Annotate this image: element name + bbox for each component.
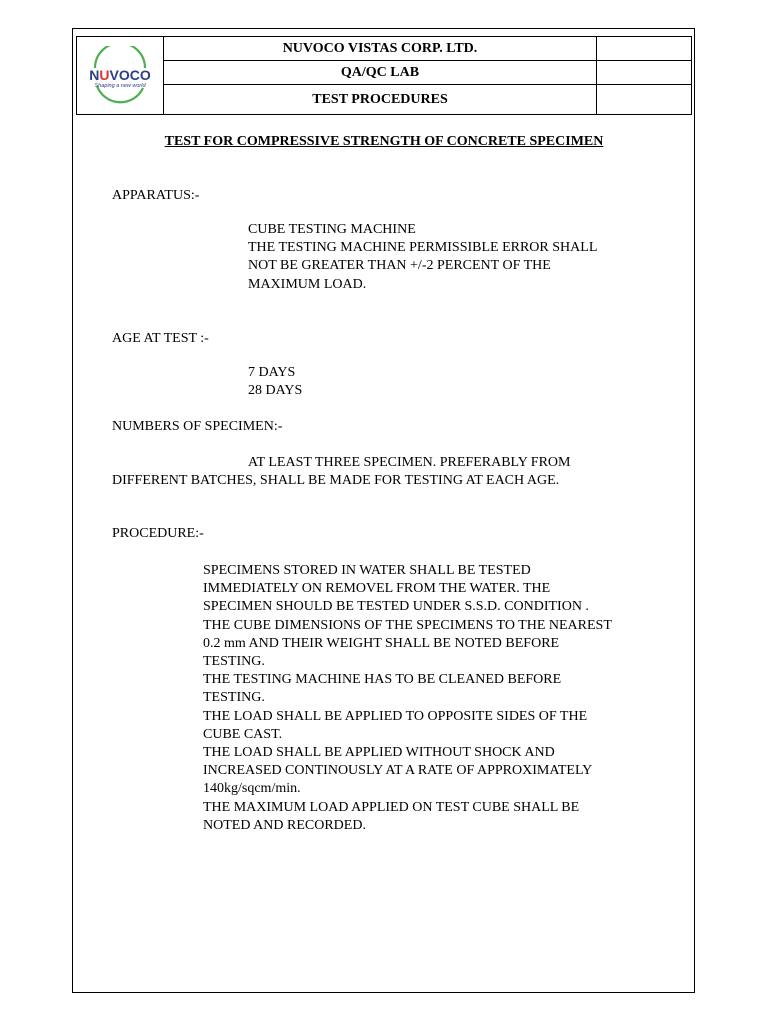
lab-name: QA/QC LAB	[164, 61, 597, 85]
company-name: NUVOCO VISTAS CORP. LTD.	[164, 37, 597, 61]
procedure-line: 140kg/sqcm/min.	[203, 781, 301, 797]
apparatus-text	[248, 221, 597, 294]
apparatus-line: NOT BE GREATER THAN +/-2 PERCENT OF THE	[248, 258, 551, 274]
age-line: 7 DAYS	[248, 365, 296, 380]
procedure-line: THE TESTING MACHINE HAS TO BE CLEANED BEFORE	[203, 672, 562, 688]
age-values	[248, 364, 302, 400]
company-logo	[83, 46, 157, 106]
header-side-cell-3	[597, 85, 692, 115]
apparatus-line: MAXIMUM LOAD.	[248, 276, 367, 292]
page-border	[72, 28, 695, 993]
document-type: TEST PROCEDURES	[164, 85, 597, 115]
specimens-heading: NUMBERS OF SPECIMEN:-	[112, 419, 283, 434]
document-title: TEST FOR COMPRESSIVE STRENGTH OF CONCRETE SPECIMEN	[164, 134, 604, 149]
procedure-line: NOTED AND RECORDED.	[203, 817, 366, 833]
procedure-line: THE CUBE DIMENSIONS OF THE SPECIMENS TO THE NEAREST	[203, 617, 612, 633]
header-side-cell-2	[597, 61, 692, 85]
procedure-heading: PROCEDURE:-	[112, 526, 204, 541]
age-heading: AGE AT TEST :-	[112, 331, 209, 346]
document-header	[76, 36, 692, 115]
procedure-line: CUBE CAST.	[203, 726, 283, 742]
logo-wordmark: NUVOCO	[89, 66, 151, 83]
procedure-line: SPECIMENS STORED IN WATER SHALL BE TESTED	[203, 563, 531, 578]
procedure-line: TESTING.	[203, 690, 265, 706]
procedure-line: SPECIMEN SHOULD BE TESTED UNDER S.S.D. CONDITION .	[203, 599, 589, 615]
procedure-line: THE MAXIMUM LOAD APPLIED ON TEST CUBE SHALL BE	[203, 799, 580, 815]
procedure-text	[203, 562, 612, 835]
procedure-line: INCREASED CONTINOUSLY AT A RATE OF APPROXIMATELY	[203, 763, 593, 779]
procedure-line: 0.2 mm AND THEIR WEIGHT SHALL BE NOTED BEFORE	[203, 635, 560, 651]
specimens-text-line-2: DIFFERENT BATCHES, SHALL BE MADE FOR TESTING AT EACH AGE.	[112, 473, 560, 488]
procedure-line: THE LOAD SHALL BE APPLIED WITHOUT SHOCK AND	[203, 745, 555, 761]
apparatus-line: CUBE TESTING MACHINE	[248, 222, 416, 237]
logo-tagline: Shaping a new world	[94, 82, 146, 89]
logo-cell	[77, 37, 164, 115]
apparatus-line: THE TESTING MACHINE PERMISSIBLE ERROR SHALL	[248, 240, 598, 256]
procedure-line: TESTING.	[203, 654, 265, 670]
age-line: 28 DAYS	[248, 383, 303, 399]
apparatus-heading: APPARATUS:-	[112, 188, 200, 203]
header-side-cell-1	[597, 37, 692, 61]
procedure-line: IMMEDIATELY ON REMOVEL FROM THE WATER. THE	[203, 581, 551, 597]
procedure-line: THE LOAD SHALL BE APPLIED TO OPPOSITE SIDES OF THE	[203, 708, 588, 724]
specimens-text-line-1: AT LEAST THREE SPECIMEN. PREFERABLY FROM	[248, 455, 571, 470]
